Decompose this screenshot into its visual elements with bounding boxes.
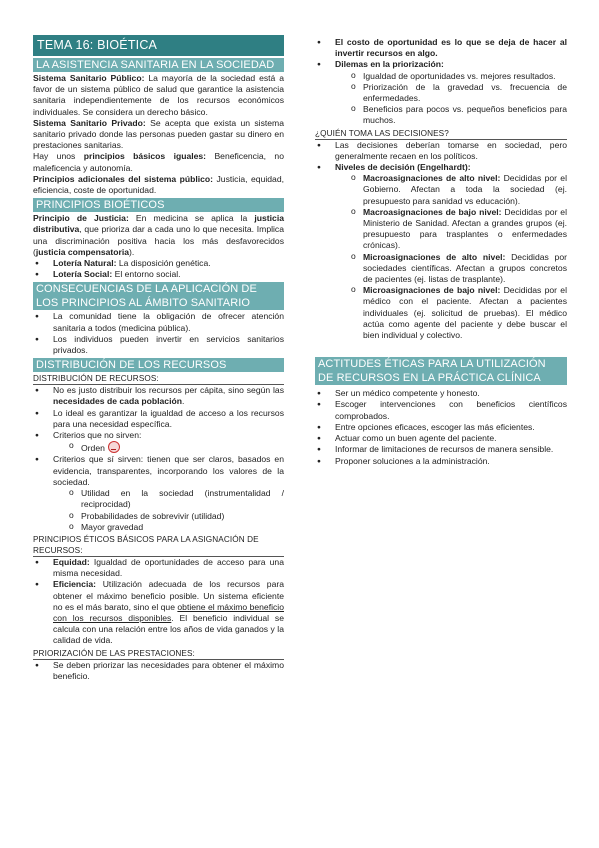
- paragraph: Sistema Sanitario Privado: Se acepta que exista un sistema sanitario privado donde las personas pueden gastar su dinero en prestaciones sanitarias.: [33, 117, 284, 151]
- list-item: ● Niveles de decisión (Engelhardt):: [315, 162, 567, 173]
- subheading: PRINCIPIOS ÉTICOS BÁSICOS PARA LA ASIGNACIÓN DE RECURSOS:: [33, 534, 284, 557]
- bullet-list: [33, 660, 284, 682]
- bullet-list: [33, 385, 284, 533]
- subheading: DISTRIBUCIÓN DE RECURSOS:: [33, 373, 284, 385]
- list-item: ● Actuar como un buen agente del paciente.: [315, 433, 567, 444]
- paragraph: Sistema Sanitario Público: La mayoría de la sociedad está a favor de un sistema público de salud que garantice la asistencia sanitaria independientemente de los recursos económicos individuales. Se considera un derecho básico.: [33, 73, 284, 117]
- sub-list-item: o Priorización de la gravedad vs. frecuencia de enfermedades.: [315, 82, 567, 104]
- sub-list-item: o Orden: [33, 441, 284, 454]
- section-header-distribucion: DISTRIBUCIÓN DE LOS RECURSOS: [33, 358, 284, 372]
- sub-list-item: o Macroasignaciones de bajo nivel: Decididas por el Ministerio de Sanidad. Afectan a grandes grupos (ej. presupuesto para trasplantes o enfermedades crónicas).: [315, 207, 567, 252]
- list-item: ● El costo de oportunidad es lo que se deja de hacer al invertir recursos en algo.: [315, 37, 567, 59]
- sub-list-item: o Igualdad de oportunidades vs. mejores resultados.: [315, 71, 567, 82]
- list-item: ● Escoger intervenciones con beneficios científicos comprobados.: [315, 399, 567, 421]
- bullet-list: [315, 37, 567, 127]
- right-column: [315, 37, 567, 467]
- bullet-list: [315, 388, 567, 466]
- sub-list-item: o Macroasignaciones de alto nivel: Decididas por el Gobierno. Afectan a toda la sociedad (ej. presupuesto para sanidad vs educación).: [315, 173, 567, 207]
- list-item: ● Lotería Natural: La disposición genética.: [33, 258, 284, 269]
- section-header-asistencia: LA ASISTENCIA SANITARIA EN LA SOCIEDAD: [33, 58, 284, 72]
- paragraph: Principio de Justicia: En medicina se aplica la justicia distributiva, que prioriza dar a cada uno lo que necesita. Implica una discriminación positiva hacia los más desfavorecidos (justicia compensatoria).: [33, 213, 284, 257]
- list-item: ● Lo ideal es garantizar la igualdad de acceso a los recursos para una necesidad específica.: [33, 408, 284, 430]
- bullet-list: [315, 140, 567, 342]
- list-item: ● Se deben priorizar las necesidades para obtener el máximo beneficio.: [33, 660, 284, 682]
- sub-list-item: o Mayor gravedad: [33, 522, 284, 533]
- section-header-consecuencias: CONSECUENCIAS DE LA APLICACIÓN DE LOS PRINCIPIOS AL ÁMBITO SANITARIO: [33, 282, 284, 310]
- list-item: ● Dilemas en la priorización:: [315, 59, 567, 70]
- list-item: ● Criterios que no sirven:: [33, 430, 284, 441]
- left-column: [33, 35, 284, 682]
- list-item: ● Informar de limitaciones de recursos de manera sensible.: [315, 444, 567, 455]
- subheading: PRIORIZACIÓN DE LAS PRESTACIONES:: [33, 648, 284, 660]
- page-title: TEMA 16: BIOÉTICA: [33, 35, 284, 56]
- list-item: ● La comunidad tiene la obligación de ofrecer atención sanitaria a todos (medicina pública).: [33, 311, 284, 333]
- list-item: ● No es justo distribuir los recursos per cápita, sino según las necesidades de cada población.: [33, 385, 284, 407]
- sub-list-item: o Probabilidades de sobrevivir (utilidad): [33, 511, 284, 522]
- list-item: ● Criterios que sí sirven: tienen que ser claros, basados en evidencia, transparentes, incorporando los valores de la sociedad.: [33, 454, 284, 488]
- paragraph: Principios adicionales del sistema público: Justicia, equidad, eficiencia, coste de oportunidad.: [33, 173, 284, 196]
- list-item: ● Entre opciones eficaces, escoger las más eficientes.: [315, 422, 567, 433]
- sub-list-item: o Microasignaciones de bajo nivel: Decididas por el médico con el paciente. Afectan a pacientes individuales (ej. solicitud de pruebas). El médico actúa como agente del paciente y debe buscar el bien individual y colectivo.: [315, 285, 567, 341]
- bullet-list: [33, 557, 284, 647]
- sub-list-item: o Beneficios para pocos vs. pequeños beneficios para muchos.: [315, 104, 567, 126]
- subheading: ¿QUIÉN TOMA LAS DECISIONES?: [315, 128, 567, 140]
- list-item: ● Los individuos pueden invertir en servicios sanitarios privados.: [33, 334, 284, 356]
- list-item: ● Las decisiones deberían tomarse en sociedad, pero generalmente recaen en los políticos.: [315, 140, 567, 162]
- list-item: ● Lotería Social: El entorno social.: [33, 269, 284, 280]
- sub-list-item: o Utilidad en la sociedad (instrumentalidad / reciprocidad): [33, 488, 284, 510]
- section-header-actitudes: ACTITUDES ÉTICAS PARA LA UTILIZACIÓN DE RECURSOS EN LA PRÁCTICA CLÍNICA: [315, 357, 567, 385]
- paragraph: Hay unos principios básicos iguales: Beneficencia, no maleficencia y autonomía.: [33, 151, 284, 173]
- sub-list-item: o Microasignaciones de alto nivel: Decididas por sociedades científicas. Afectan a grupos concretos de pacientes (ej. listas de trasplante).: [315, 252, 567, 286]
- list-item: ● Eficiencia: Utilización adecuada de los recursos para obtener el máximo beneficio posible. Un sistema eficiente no es el más barato, sino el que obtiene el máximo beneficio con los recursos disponibles. El beneficio individual se calcula con una relación entre los años de vida ganados y la calidad de vida.: [33, 579, 284, 646]
- list-item: ● Ser un médico competente y honesto.: [315, 388, 567, 399]
- section-header-principios: PRINCIPIOS BIOÉTICOS: [33, 198, 284, 212]
- bullet-list: [33, 311, 284, 356]
- list-item: ● Proponer soluciones a la administración.: [315, 456, 567, 467]
- sad-face-icon: [108, 441, 120, 453]
- list-item: ● Equidad: Igualdad de oportunidades de acceso para una misma necesidad.: [33, 557, 284, 579]
- bullet-list: [33, 258, 284, 280]
